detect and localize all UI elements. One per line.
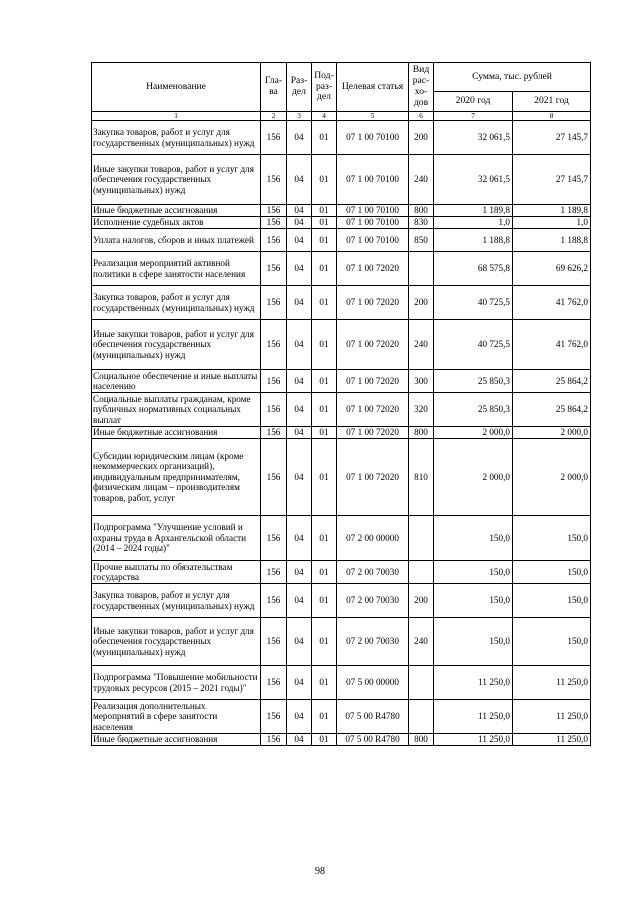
row-glava: 156 — [261, 700, 287, 734]
column-number: 2 — [261, 112, 287, 121]
row-sum-2021: 150,0 — [513, 516, 591, 561]
row-sum-2020: 2 000,0 — [434, 439, 513, 516]
row-name: Иные бюджетные ассигнования — [92, 427, 261, 439]
row-podrazdel: 01 — [312, 439, 337, 516]
row-razdel: 04 — [287, 393, 312, 427]
row-target-article: 07 2 00 70030 — [337, 584, 409, 618]
row-name: Социальные выплаты гражданам, кроме публичных нормативных социальных выплат — [92, 393, 261, 427]
row-sum-2021: 1,0 — [513, 217, 591, 229]
row-target-article: 07 5 00 00000 — [337, 666, 409, 700]
table-row — [92, 618, 591, 666]
row-glava: 156 — [261, 320, 287, 370]
column-number-row — [92, 112, 591, 121]
row-podrazdel: 01 — [312, 393, 337, 427]
row-name: Иные закупки товаров, работ и услуг для обеспечения государственных (муниципальных) нужд — [92, 618, 261, 666]
row-sum-2020: 32 061,5 — [434, 155, 513, 205]
row-expense-type — [409, 252, 434, 286]
row-sum-2021: 11 250,0 — [513, 666, 591, 700]
row-expense-type: 800 — [409, 734, 434, 746]
row-sum-2021: 41 762,0 — [513, 286, 591, 320]
row-name: Уплата налогов, сборов и иных платежей — [92, 229, 261, 252]
column-number: 4 — [312, 112, 337, 121]
header-year-2020: 2020 год — [434, 92, 513, 112]
header-podrazdel: Под-раз-дел — [312, 63, 337, 112]
row-podrazdel: 01 — [312, 584, 337, 618]
row-name: Реализация дополнительных мероприятий в сфере занятости населения — [92, 700, 261, 734]
column-number: 5 — [337, 112, 409, 121]
header-sum: Сумма, тыс. рублей — [434, 63, 591, 92]
row-razdel: 04 — [287, 320, 312, 370]
row-name: Социальное обеспечение и иные выплаты населению — [92, 370, 261, 393]
row-razdel: 04 — [287, 561, 312, 584]
row-target-article: 07 1 00 70100 — [337, 229, 409, 252]
table-row — [92, 205, 591, 217]
row-expense-type: 800 — [409, 427, 434, 439]
row-name: Подпрограмма "Улучшение условий и охраны труда в Архангельской области (2014 – 2024 годы)" — [92, 516, 261, 561]
row-name: Закупка товаров, работ и услуг для государственных (муниципальных) нужд — [92, 286, 261, 320]
row-sum-2020: 1,0 — [434, 217, 513, 229]
row-glava: 156 — [261, 516, 287, 561]
row-razdel: 04 — [287, 205, 312, 217]
row-sum-2021: 150,0 — [513, 561, 591, 584]
row-podrazdel: 01 — [312, 734, 337, 746]
table-row — [92, 252, 591, 286]
row-glava: 156 — [261, 584, 287, 618]
header-name: Наименование — [92, 63, 261, 112]
row-target-article: 07 1 00 72020 — [337, 393, 409, 427]
table-row — [92, 370, 591, 393]
row-name: Закупка товаров, работ и услуг для государственных (муниципальных) нужд — [92, 584, 261, 618]
row-name: Исполнение судебных актов — [92, 217, 261, 229]
row-podrazdel: 01 — [312, 205, 337, 217]
row-target-article: 07 1 00 72020 — [337, 439, 409, 516]
row-podrazdel: 01 — [312, 666, 337, 700]
row-expense-type: 800 — [409, 205, 434, 217]
row-podrazdel: 01 — [312, 516, 337, 561]
row-sum-2021: 27 145,7 — [513, 121, 591, 155]
row-sum-2020: 25 850,3 — [434, 370, 513, 393]
row-glava: 156 — [261, 393, 287, 427]
row-podrazdel: 01 — [312, 286, 337, 320]
row-podrazdel: 01 — [312, 561, 337, 584]
row-sum-2020: 40 725,5 — [434, 286, 513, 320]
table-body — [92, 121, 591, 746]
row-sum-2021: 1 188,8 — [513, 229, 591, 252]
row-target-article: 07 1 00 70100 — [337, 217, 409, 229]
row-sum-2020: 1 189,8 — [434, 205, 513, 217]
row-podrazdel: 01 — [312, 217, 337, 229]
row-expense-type: 200 — [409, 121, 434, 155]
row-sum-2020: 11 250,0 — [434, 734, 513, 746]
row-name: Иные бюджетные ассигнования — [92, 734, 261, 746]
header-vid: Вид рас-хо-дов — [409, 63, 434, 112]
header-statya: Целевая статья — [337, 63, 409, 112]
row-razdel: 04 — [287, 439, 312, 516]
row-glava: 156 — [261, 155, 287, 205]
row-expense-type: 320 — [409, 393, 434, 427]
row-sum-2021: 25 864,2 — [513, 393, 591, 427]
table-row — [92, 516, 591, 561]
row-podrazdel: 01 — [312, 155, 337, 205]
table-row — [92, 121, 591, 155]
table-row — [92, 666, 591, 700]
row-sum-2021: 25 864,2 — [513, 370, 591, 393]
row-razdel: 04 — [287, 516, 312, 561]
row-sum-2020: 11 250,0 — [434, 700, 513, 734]
table-row — [92, 229, 591, 252]
table-row — [92, 155, 591, 205]
row-glava: 156 — [261, 121, 287, 155]
row-sum-2020: 68 575,8 — [434, 252, 513, 286]
column-number: 8 — [513, 112, 591, 121]
row-podrazdel: 01 — [312, 320, 337, 370]
row-name: Субсидии юридическим лицам (кроме некоммерческих организаций), индивидуальным предпринимателям, физическим лицам – производителям товаров, работ, услуг — [92, 439, 261, 516]
row-podrazdel: 01 — [312, 229, 337, 252]
table-row — [92, 734, 591, 746]
row-razdel: 04 — [287, 370, 312, 393]
table-row — [92, 700, 591, 734]
column-number: 6 — [409, 112, 434, 121]
row-name: Закупка товаров, работ и услуг для государственных (муниципальных) нужд — [92, 121, 261, 155]
budget-table — [91, 62, 591, 746]
row-target-article: 07 1 00 70100 — [337, 121, 409, 155]
column-number: 1 — [92, 112, 261, 121]
row-glava: 156 — [261, 734, 287, 746]
row-sum-2021: 2 000,0 — [513, 439, 591, 516]
row-target-article: 07 1 00 72020 — [337, 286, 409, 320]
row-expense-type — [409, 666, 434, 700]
table-row — [92, 217, 591, 229]
row-razdel: 04 — [287, 155, 312, 205]
row-sum-2021: 2 000,0 — [513, 427, 591, 439]
header-razdel: Раз-дел — [287, 63, 312, 112]
row-glava: 156 — [261, 229, 287, 252]
row-sum-2020: 25 850,3 — [434, 393, 513, 427]
row-glava: 156 — [261, 286, 287, 320]
row-sum-2021: 150,0 — [513, 618, 591, 666]
table-row — [92, 427, 591, 439]
row-target-article: 07 2 00 00000 — [337, 516, 409, 561]
row-razdel: 04 — [287, 734, 312, 746]
row-podrazdel: 01 — [312, 370, 337, 393]
table-row — [92, 393, 591, 427]
row-podrazdel: 01 — [312, 121, 337, 155]
row-name: Иные закупки товаров, работ и услуг для обеспечения государственных (муниципальных) нужд — [92, 320, 261, 370]
row-razdel: 04 — [287, 584, 312, 618]
row-glava: 156 — [261, 205, 287, 217]
row-sum-2020: 40 725,5 — [434, 320, 513, 370]
row-target-article: 07 1 00 72020 — [337, 252, 409, 286]
page-number: 98 — [315, 866, 325, 877]
row-name: Прочие выплаты по обязательствам государства — [92, 561, 261, 584]
row-expense-type: 240 — [409, 618, 434, 666]
row-razdel: 04 — [287, 217, 312, 229]
row-sum-2021: 1 189,8 — [513, 205, 591, 217]
row-razdel: 04 — [287, 427, 312, 439]
row-sum-2020: 150,0 — [434, 584, 513, 618]
row-expense-type: 830 — [409, 217, 434, 229]
row-sum-2021: 150,0 — [513, 584, 591, 618]
row-name: Реализация мероприятий активной политики в сфере занятости населения — [92, 252, 261, 286]
row-glava: 156 — [261, 370, 287, 393]
row-expense-type — [409, 561, 434, 584]
row-sum-2020: 2 000,0 — [434, 427, 513, 439]
row-expense-type — [409, 700, 434, 734]
row-expense-type — [409, 516, 434, 561]
row-expense-type: 240 — [409, 155, 434, 205]
row-sum-2020: 150,0 — [434, 561, 513, 584]
column-number: 3 — [287, 112, 312, 121]
row-glava: 156 — [261, 217, 287, 229]
table-row — [92, 439, 591, 516]
row-glava: 156 — [261, 666, 287, 700]
row-sum-2020: 150,0 — [434, 618, 513, 666]
header-glava: Гла-ва — [261, 63, 287, 112]
row-sum-2020: 32 061,5 — [434, 121, 513, 155]
row-razdel: 04 — [287, 700, 312, 734]
row-target-article: 07 1 00 72020 — [337, 427, 409, 439]
row-target-article: 07 2 00 70030 — [337, 618, 409, 666]
row-target-article: 07 1 00 72020 — [337, 370, 409, 393]
row-razdel: 04 — [287, 618, 312, 666]
row-expense-type: 850 — [409, 229, 434, 252]
row-glava: 156 — [261, 252, 287, 286]
row-razdel: 04 — [287, 121, 312, 155]
row-expense-type: 200 — [409, 584, 434, 618]
row-expense-type: 200 — [409, 286, 434, 320]
row-sum-2020: 1 188,8 — [434, 229, 513, 252]
row-sum-2021: 41 762,0 — [513, 320, 591, 370]
table-row — [92, 320, 591, 370]
row-glava: 156 — [261, 427, 287, 439]
row-expense-type: 300 — [409, 370, 434, 393]
row-glava: 156 — [261, 439, 287, 516]
row-target-article: 07 5 00 R4780 — [337, 700, 409, 734]
row-podrazdel: 01 — [312, 700, 337, 734]
table-row — [92, 584, 591, 618]
column-number: 7 — [434, 112, 513, 121]
row-target-article: 07 5 00 R4780 — [337, 734, 409, 746]
table-row — [92, 286, 591, 320]
row-target-article: 07 1 00 72020 — [337, 320, 409, 370]
row-glava: 156 — [261, 561, 287, 584]
row-podrazdel: 01 — [312, 252, 337, 286]
row-sum-2021: 69 626,2 — [513, 252, 591, 286]
row-sum-2021: 27 145,7 — [513, 155, 591, 205]
row-name: Подпрограмма "Повышение мобильности трудовых ресурсов (2015 – 2021 годы)" — [92, 666, 261, 700]
header-year-2021: 2021 год — [513, 92, 591, 112]
row-podrazdel: 01 — [312, 427, 337, 439]
row-expense-type: 240 — [409, 320, 434, 370]
row-sum-2020: 11 250,0 — [434, 666, 513, 700]
row-razdel: 04 — [287, 229, 312, 252]
row-podrazdel: 01 — [312, 618, 337, 666]
row-target-article: 07 1 00 70100 — [337, 155, 409, 205]
row-sum-2020: 150,0 — [434, 516, 513, 561]
table-row — [92, 561, 591, 584]
row-razdel: 04 — [287, 286, 312, 320]
row-razdel: 04 — [287, 666, 312, 700]
row-glava: 156 — [261, 618, 287, 666]
row-sum-2021: 11 250,0 — [513, 700, 591, 734]
row-name: Иные закупки товаров, работ и услуг для обеспечения государственных (муниципальных) нужд — [92, 155, 261, 205]
row-name: Иные бюджетные ассигнования — [92, 205, 261, 217]
row-sum-2021: 11 250,0 — [513, 734, 591, 746]
row-target-article: 07 2 00 70030 — [337, 561, 409, 584]
row-target-article: 07 1 00 70100 — [337, 205, 409, 217]
row-razdel: 04 — [287, 252, 312, 286]
row-expense-type: 810 — [409, 439, 434, 516]
